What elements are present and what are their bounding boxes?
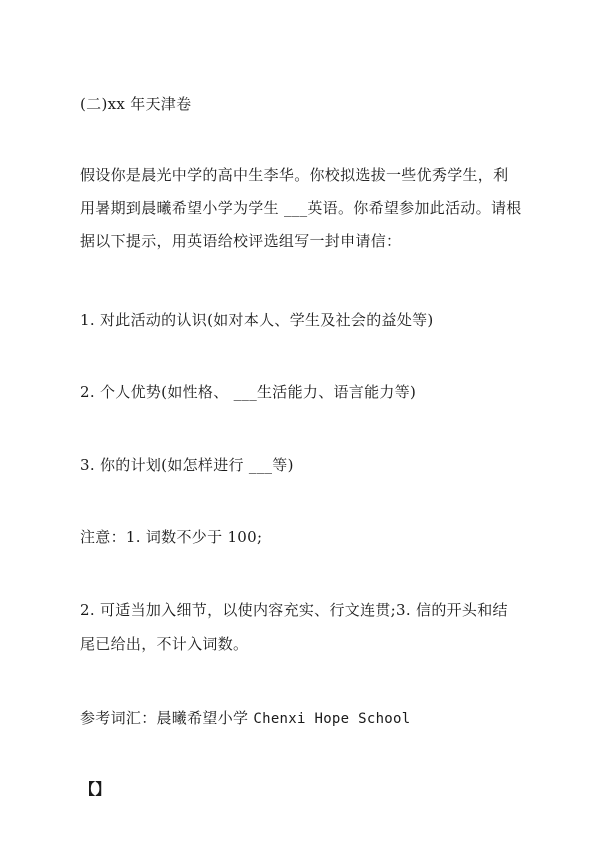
intro-line-1: 假设你是晨光中学的高中生李华。你校拟选拔一些优秀学生，利 <box>80 166 509 184</box>
note-details-line-2: 尾已给出，不计入词数。 <box>80 635 249 653</box>
reference-vocabulary <box>80 708 411 729</box>
reference-label: 参考词汇：晨曦希望小学 <box>80 709 254 727</box>
prompt-point-2: 2. 个人优势(如性格、 ___生活能力、语言能力等) <box>80 383 417 401</box>
intro-line-3: 据以下提示，用英语给校评选组写一封申请信： <box>80 232 402 250</box>
prompt-point-3: 3. 你的计划(如怎样进行 ___等) <box>80 456 294 474</box>
exam-heading: (二)xx 年天津卷 <box>80 95 192 113</box>
answer-bracket: 【】 <box>80 780 111 798</box>
note-word-count: 注意：1. 词数不少于 100; <box>80 528 263 546</box>
intro-line-2: 用暑期到晨曦希望小学为学生 ___英语。你希望参加此活动。请根 <box>80 199 522 217</box>
note-details-line-1: 2. 可适当加入细节，以使内容充实、行文连贯;3. 信的开头和结 <box>80 601 508 619</box>
prompt-point-1: 1. 对此活动的认识(如对本人、学生及社会的益处等) <box>80 311 434 329</box>
reference-term: Chenxi Hope School <box>253 711 411 727</box>
